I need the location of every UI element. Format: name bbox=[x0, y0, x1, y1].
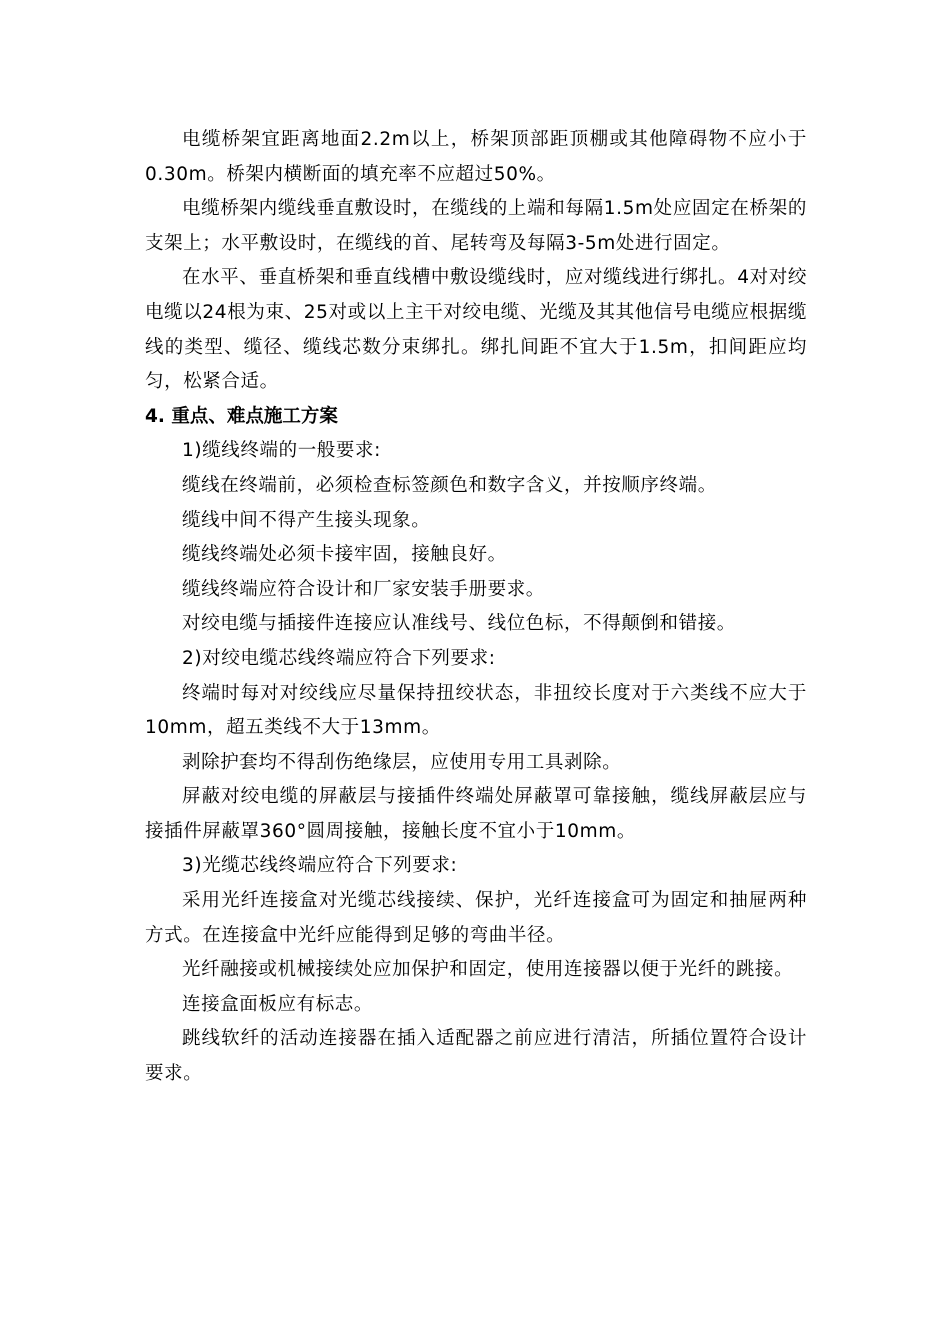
paragraph: 对绞电缆与插接件连接应认准线号、线位色标，不得颠倒和错接。 bbox=[182, 613, 736, 635]
subsection-title: 1)缆线终端的一般要求: bbox=[182, 440, 381, 462]
subsection-title: 2)对绞电缆芯线终端应符合下列要求: bbox=[182, 647, 496, 669]
subsection-title: 3)光缆芯线终端应符合下列要求: bbox=[182, 855, 458, 877]
paragraph: 电缆桥架宜距离地面2.2m以上，桥架顶部距顶棚或其他障碍物不应小于0.30m。桥架内横断面的填充率不应超过50%。 bbox=[145, 129, 807, 185]
paragraph: 电缆桥架内缆线垂直敷设时，在缆线的上端和每隔1.5m处应固定在桥架的支架上；水平敷设时，在缆线的首、尾转弯及每隔3-5m处进行固定。 bbox=[145, 198, 807, 254]
paragraph: 缆线终端应符合设计和厂家安装手册要求。 bbox=[182, 578, 545, 600]
paragraph: 光纤融接或机械接续处应加保护和固定，使用连接器以便于光纤的跳接。 bbox=[182, 959, 794, 981]
document-page bbox=[145, 123, 807, 1092]
paragraph: 缆线终端处必须卡接牢固，接触良好。 bbox=[182, 544, 507, 566]
paragraph: 采用光纤连接盒对光缆芯线接续、保护，光纤连接盒可为固定和抽屉两种方式。在连接盒中光纤应能得到足够的弯曲半径。 bbox=[145, 890, 807, 946]
paragraph: 剥除护套均不得刮伤绝缘层，应使用专用工具剥除。 bbox=[182, 751, 622, 773]
paragraph: 跳线软纤的活动连接器在插入适配器之前应进行清洁，所插位置符合设计要求。 bbox=[145, 1028, 807, 1085]
paragraph: 屏蔽对绞电缆的屏蔽层与接插件终端处屏蔽罩可靠接触，缆线屏蔽层应与接插件屏蔽罩360°圆周接触，接触长度不宜小于10mm。 bbox=[145, 786, 807, 842]
paragraph: 缆线中间不得产生接头现象。 bbox=[182, 509, 431, 531]
paragraph: 终端时每对对绞线应尽量保持扭绞状态，非扭绞长度对于六类线不应大于10mm，超五类线不大于13mm。 bbox=[145, 682, 807, 739]
paragraph: 缆线在终端前，必须检查标签颜色和数字含义，并按顺序终端。 bbox=[182, 474, 717, 496]
section-heading: 4. 重点、难点施工方案 bbox=[145, 405, 338, 427]
paragraph: 在水平、垂直桥架和垂直线槽中敷设缆线时，应对缆线进行绑扎。4对对绞电缆以24根为束、25对或以上主干对绞电缆、光缆及其其他信号电缆应根据缆线的类型、缆径、缆线芯数分束绑扎。绑扎间距不宜大于1.5m，扣间距应均匀，松紧合适。 bbox=[145, 267, 807, 393]
paragraph: 连接盒面板应有标志。 bbox=[182, 993, 374, 1015]
